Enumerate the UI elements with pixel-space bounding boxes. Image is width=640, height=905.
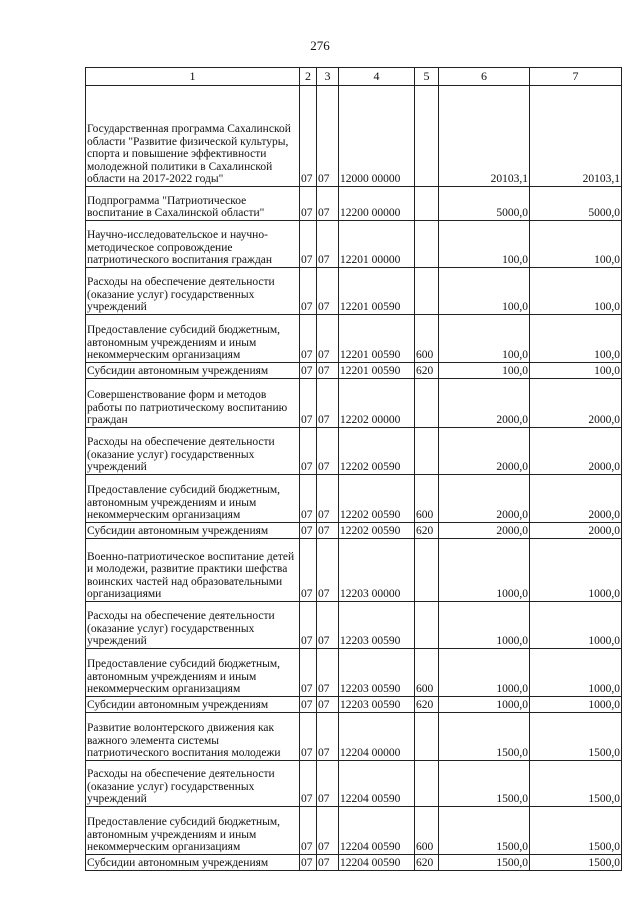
expense-type-code: 620 [415,363,439,379]
target-article-code: 12201 00590 [339,315,415,363]
expense-type-code: 600 [415,807,439,855]
amount-col6: 2000,0 [439,379,530,428]
column-header: 5 [415,68,439,86]
expense-type-code [415,602,439,649]
section-code: 07 [300,363,317,379]
section-code: 07 [300,187,317,221]
budget-table [85,67,622,871]
table-row [86,86,622,187]
amount-col7: 2000,0 [530,523,622,539]
amount-col7: 1000,0 [530,697,622,713]
subsection-code: 07 [317,649,339,697]
row-name: Субсидии автономным учреждениям [86,363,300,379]
amount-col6: 2000,0 [439,523,530,539]
expense-type-code [415,428,439,475]
section-code: 07 [300,807,317,855]
row-name: Расходы на обеспечение деятельности (оказание услуг) государственных учреждений [86,761,300,807]
page-number: 276 [310,38,330,53]
section-code: 07 [300,602,317,649]
column-header: 6 [439,68,530,86]
subsection-code: 07 [317,761,339,807]
amount-col7: 5000,0 [530,187,622,221]
section-code: 07 [300,379,317,428]
row-name: Предоставление субсидий бюджетным, автономным учреждениям и иным некоммерческим организациям [86,649,300,697]
subsection-code: 07 [317,86,339,187]
target-article-code: 12204 00590 [339,761,415,807]
amount-col7: 1500,0 [530,761,622,807]
target-article-code: 12202 00000 [339,379,415,428]
amount-col7: 100,0 [530,363,622,379]
target-article-code: 12202 00590 [339,523,415,539]
target-article-code: 12203 00590 [339,697,415,713]
column-header: 4 [339,68,415,86]
table-row [86,315,622,363]
table-row [86,428,622,475]
amount-col6: 1000,0 [439,697,530,713]
table-row [86,523,622,539]
row-name: Государственная программа Сахалинской области "Развитие физической культуры, спорта и повышение эффективности молодежной политики в Сахалинской области на 2017-2022 годы" [86,86,300,187]
amount-col6: 100,0 [439,221,530,268]
amount-col7: 2000,0 [530,428,622,475]
subsection-code: 07 [317,523,339,539]
section-code: 07 [300,523,317,539]
target-article-code: 12203 00590 [339,602,415,649]
target-article-code: 12203 00590 [339,649,415,697]
section-code: 07 [300,539,317,602]
amount-col7: 1000,0 [530,539,622,602]
expense-type-code [415,713,439,761]
expense-type-code [415,761,439,807]
amount-col6: 2000,0 [439,428,530,475]
expense-type-code: 620 [415,697,439,713]
section-code: 07 [300,475,317,523]
subsection-code: 07 [317,268,339,315]
section-code: 07 [300,713,317,761]
expense-type-code: 620 [415,855,439,871]
target-article-code: 12203 00000 [339,539,415,602]
section-code: 07 [300,761,317,807]
row-name: Субсидии автономным учреждениям [86,855,300,871]
table-row [86,761,622,807]
amount-col6: 1500,0 [439,761,530,807]
amount-col6: 2000,0 [439,475,530,523]
target-article-code: 12200 00000 [339,187,415,221]
section-code: 07 [300,697,317,713]
amount-col7: 100,0 [530,221,622,268]
row-name: Предоставление субсидий бюджетным, автономным учреждениям и иным некоммерческим организациям [86,807,300,855]
subsection-code: 07 [317,713,339,761]
subsection-code: 07 [317,475,339,523]
amount-col6: 1000,0 [439,602,530,649]
table-row [86,221,622,268]
expense-type-code [415,268,439,315]
subsection-code: 07 [317,855,339,871]
amount-col7: 2000,0 [530,475,622,523]
amount-col7: 2000,0 [530,379,622,428]
amount-col7: 100,0 [530,315,622,363]
expense-type-code: 600 [415,475,439,523]
target-article-code: 12204 00590 [339,855,415,871]
row-name: Субсидии автономным учреждениям [86,697,300,713]
amount-col6: 5000,0 [439,187,530,221]
row-name: Расходы на обеспечение деятельности (оказание услуг) государственных учреждений [86,602,300,649]
section-code: 07 [300,315,317,363]
subsection-code: 07 [317,315,339,363]
target-article-code: 12201 00000 [339,221,415,268]
amount-col6: 1500,0 [439,807,530,855]
target-article-code: 12204 00590 [339,807,415,855]
target-article-code: 12201 00590 [339,268,415,315]
expense-type-code [415,86,439,187]
amount-col6: 100,0 [439,315,530,363]
column-header: 1 [86,68,300,86]
amount-col7: 1500,0 [530,855,622,871]
expense-type-code [415,379,439,428]
amount-col7: 1000,0 [530,602,622,649]
amount-col6: 100,0 [439,363,530,379]
table-row [86,187,622,221]
subsection-code: 07 [317,697,339,713]
row-name: Предоставление субсидий бюджетным, автономным учреждениям и иным некоммерческим организациям [86,475,300,523]
amount-col6: 1000,0 [439,649,530,697]
table-row [86,379,622,428]
expense-type-code [415,539,439,602]
section-code: 07 [300,268,317,315]
subsection-code: 07 [317,602,339,649]
section-code: 07 [300,221,317,268]
section-code: 07 [300,428,317,475]
subsection-code: 07 [317,379,339,428]
table-row [86,363,622,379]
column-header: 3 [317,68,339,86]
amount-col7: 100,0 [530,268,622,315]
amount-col7: 1500,0 [530,807,622,855]
expense-type-code: 600 [415,649,439,697]
table-row [86,649,622,697]
subsection-code: 07 [317,539,339,602]
row-name: Развитие волонтерского движения как важного элемента системы патриотического воспитания молодежи [86,713,300,761]
expense-type-code: 600 [415,315,439,363]
table-row [86,475,622,523]
target-article-code: 12000 00000 [339,86,415,187]
row-name: Научно-исследовательское и научно-методическое сопровождение патриотического воспитания граждан [86,221,300,268]
target-article-code: 12204 00000 [339,713,415,761]
row-name: Расходы на обеспечение деятельности (оказание услуг) государственных учреждений [86,268,300,315]
amount-col7: 20103,1 [530,86,622,187]
subsection-code: 07 [317,807,339,855]
subsection-code: 07 [317,187,339,221]
target-article-code: 12202 00590 [339,428,415,475]
amount-col7: 1500,0 [530,713,622,761]
amount-col6: 100,0 [439,268,530,315]
section-code: 07 [300,649,317,697]
row-name: Военно-патриотическое воспитание детей и молодежи, развитие практики шефства воинских частей над образовательными организациями [86,539,300,602]
table-row [86,697,622,713]
subsection-code: 07 [317,221,339,268]
column-header: 7 [530,68,622,86]
table-row [86,539,622,602]
expense-type-code [415,187,439,221]
table-row [86,807,622,855]
amount-col6: 1500,0 [439,855,530,871]
amount-col7: 1000,0 [530,649,622,697]
amount-col6: 20103,1 [439,86,530,187]
table-row [86,855,622,871]
subsection-code: 07 [317,428,339,475]
target-article-code: 12202 00590 [339,475,415,523]
table-row [86,268,622,315]
table-row [86,713,622,761]
section-code: 07 [300,86,317,187]
row-name: Предоставление субсидий бюджетным, автономным учреждениям и иным некоммерческим организациям [86,315,300,363]
column-header: 2 [300,68,317,86]
section-code: 07 [300,855,317,871]
table-header-row [86,68,622,86]
subsection-code: 07 [317,363,339,379]
target-article-code: 12201 00590 [339,363,415,379]
expense-type-code [415,221,439,268]
amount-col6: 1500,0 [439,713,530,761]
row-name: Расходы на обеспечение деятельности (оказание услуг) государственных учреждений [86,428,300,475]
table-row [86,602,622,649]
amount-col6: 1000,0 [439,539,530,602]
row-name: Подпрограмма "Патриотическое воспитание в Сахалинской области" [86,187,300,221]
row-name: Совершенствование форм и методов работы по патриотическому воспитанию граждан [86,379,300,428]
expense-type-code: 620 [415,523,439,539]
row-name: Субсидии автономным учреждениям [86,523,300,539]
